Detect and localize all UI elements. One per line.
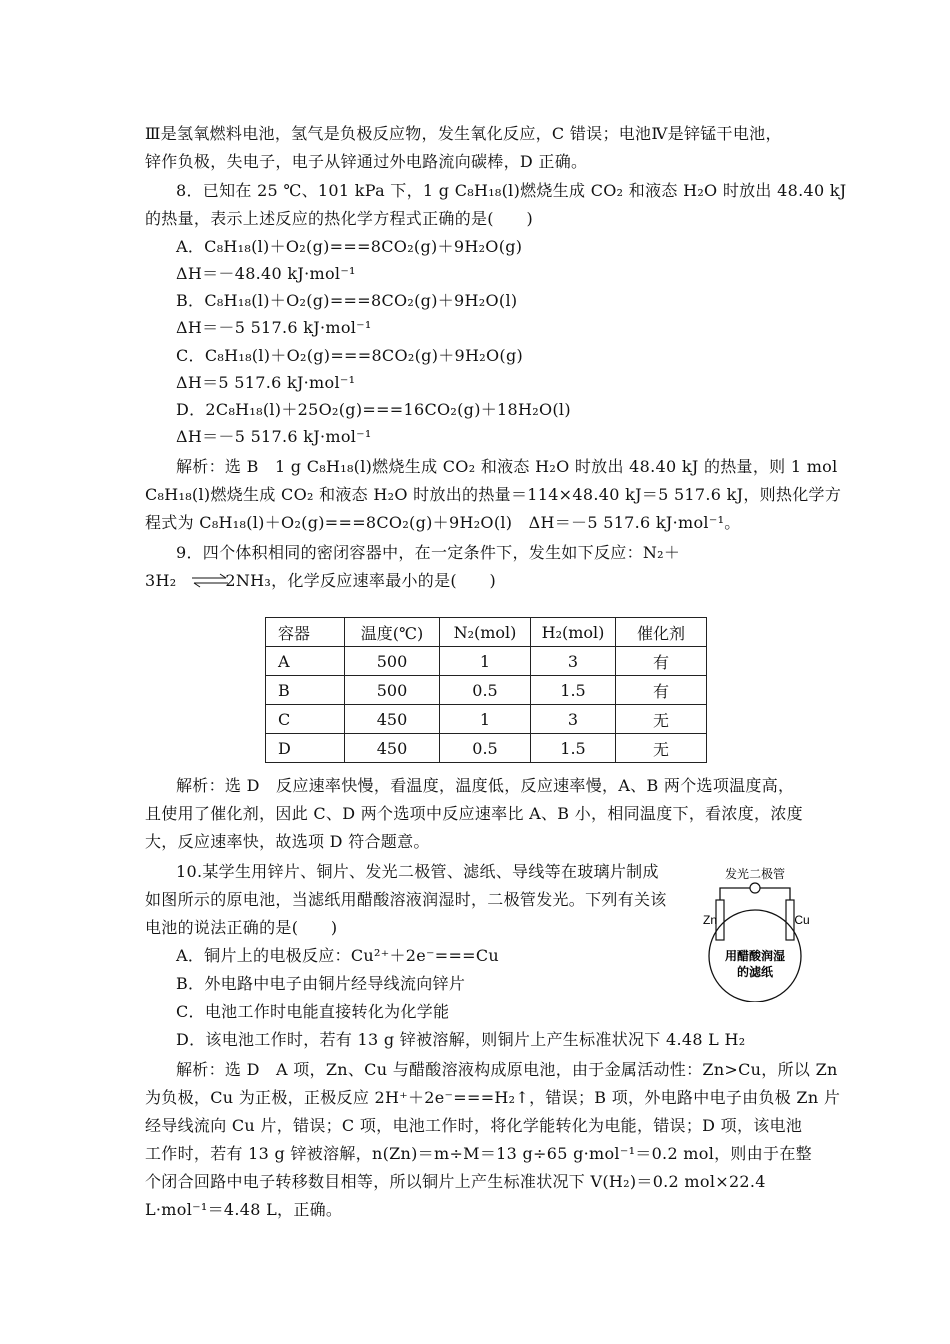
table-cell: B [266, 676, 345, 705]
reversible-arrow-icon [190, 570, 230, 590]
table-cell: 0.5 [440, 676, 531, 705]
table-cell: 有 [616, 647, 707, 676]
table-cell: 无 [616, 705, 707, 734]
question-8-stem: 的热量，表示上述反应的热化学方程式正确的是( ) [145, 209, 533, 228]
question-8-stem: 8．已知在 25 ℃、101 kPa 下，1 g C₈H₁₈(l)燃烧生成 CO₂ 和液态 H₂O 时放出 48.40 kJ [176, 181, 847, 200]
answer-10: 为负极，Cu 为正极，正极反应 2H⁺＋2e⁻===H₂↑，错误；B 项，外电路中电子由负极 Zn 片 [145, 1088, 841, 1107]
table-header: 催化剂 [616, 618, 707, 647]
table-cell: 有 [616, 676, 707, 705]
zinc-label: Zn [702, 913, 718, 927]
option-8a-equation: A．C₈H₁₈(l)＋O₂(g)===8CO₂(g)＋9H₂O(g) [176, 237, 523, 256]
option-8b-enthalpy: ΔH＝－5 517.6 kJ·mol⁻¹ [176, 318, 372, 337]
option-10b: B．外电路中电子由铜片经导线流向锌片 [176, 974, 466, 993]
option-8d-enthalpy: ΔH＝－5 517.6 kJ·mol⁻¹ [176, 427, 372, 446]
table-cell: 3 [531, 705, 616, 734]
zinc-electrode [716, 900, 724, 940]
table-header: N₂(mol) [440, 618, 531, 647]
table-row [266, 734, 707, 763]
option-8c-equation: C．C₈H₁₈(l)＋O₂(g)===8CO₂(g)＋9H₂O(g) [176, 346, 524, 365]
answer-8: 解析：选 B 1 g C₈H₁₈(l)燃烧生成 CO₂ 和液态 H₂O 时放出 48.40 kJ 的热量，则 1 mol [176, 457, 838, 476]
table-row [266, 676, 707, 705]
answer-10: 解析：选 D A 项，Zn、Cu 与醋酸溶液构成原电池，由于金属活动性：Zn>Cu，所以 Zn [176, 1060, 838, 1079]
galvanic-cell-diagram [700, 862, 810, 1002]
text-line: 锌作负极，失电子，电子从锌通过外电路流向碳棒，D 正确。 [145, 152, 588, 171]
text-line: Ⅲ是氢氧燃料电池，氢气是负极反应物，发生氧化反应，C 错误；电池Ⅳ是锌锰干电池， [145, 124, 782, 143]
question-10-stem: 10.某学生用锌片、铜片、发光二极管、滤纸、导线等在玻璃片制成 [176, 862, 659, 881]
option-8d-equation: D．2C₈H₁₈(l)＋25O₂(g)===16CO₂(g)＋18H₂O(l) [176, 400, 571, 419]
table-cell: 500 [345, 676, 440, 705]
answer-8: C₈H₁₈(l)燃烧生成 CO₂ 和液态 H₂O 时放出的热量＝114×48.40 kJ＝5 517.6 kJ，则热化学方 [145, 485, 842, 504]
option-10a: A．铜片上的电极反应：Cu²⁺＋2e⁻===Cu [176, 946, 500, 965]
galvanic-cell-figure [700, 862, 810, 1002]
figure-title: 发光二极管 [724, 867, 786, 881]
option-10d: D．该电池工作时，若有 13 g 锌被溶解，则铜片上产生标准状况下 4.48 L H₂ [176, 1030, 746, 1049]
option-8b-equation: B．C₈H₁₈(l)＋O₂(g)===8CO₂(g)＋9H₂O(l) [176, 291, 518, 310]
table-cell: 500 [345, 647, 440, 676]
question-10-stem: 如图所示的原电池，当滤纸用醋酸溶液润湿时，二极管发光。下列有关该 [145, 890, 667, 909]
answer-10: 工作时，若有 13 g 锌被溶解，n(Zn)＝m÷M＝13 g÷65 g·mol⁻¹＝0.2 mol，则由于在整 [145, 1144, 812, 1163]
option-8a-enthalpy: ΔH＝－48.40 kJ·mol⁻¹ [176, 264, 356, 283]
option-10c: C．电池工作时电能直接转化为化学能 [176, 1002, 450, 1021]
answer-10: 经导线流向 Cu 片，错误；C 项，电池工作时，将化学能转化为电能，错误；D 项，该电池 [145, 1116, 803, 1135]
table-cell: D [266, 734, 345, 763]
question-9-stem: 3H₂ 2NH₃，化学反应速率最小的是( ) [145, 571, 497, 590]
question-9-stem: 9．四个体积相同的密闭容器中，在一定条件下，发生如下反应：N₂＋ [176, 543, 681, 562]
led-icon [750, 883, 760, 893]
table-cell: 无 [616, 734, 707, 763]
option-8c-enthalpy: ΔH＝5 517.6 kJ·mol⁻¹ [176, 373, 356, 392]
table-row [266, 647, 707, 676]
table-cell: 450 [345, 705, 440, 734]
copper-electrode [786, 900, 794, 940]
table-cell: 1 [440, 647, 531, 676]
table-cell: 3 [531, 647, 616, 676]
question-10-stem: 电池的说法正确的是( ) [145, 918, 338, 937]
table-cell: 450 [345, 734, 440, 763]
filter-paper-label: 的滤纸 [736, 965, 774, 979]
table-header: 容器 [266, 618, 345, 647]
table-cell: 0.5 [440, 734, 531, 763]
copper-label: Cu [794, 913, 810, 927]
answer-10: L·mol⁻¹＝4.48 L，正确。 [145, 1200, 343, 1219]
table-header: 温度(℃) [345, 618, 440, 647]
answer-9: 大，反应速率快，故选项 D 符合题意。 [145, 832, 430, 851]
answer-10: 个闭合回路中电子转移数目相等，所以铜片上产生标准状况下 V(H₂)＝0.2 mol×22.4 [145, 1172, 766, 1191]
table-row [266, 705, 707, 734]
answer-9: 且使用了催化剂，因此 C、D 两个选项中反应速率比 A、B 小，相同温度下，看浓度，浓度 [145, 804, 803, 823]
table-cell: 1 [440, 705, 531, 734]
table-header-row [266, 618, 707, 647]
table-header: H₂(mol) [531, 618, 616, 647]
reaction-table [265, 617, 707, 763]
table-cell: C [266, 705, 345, 734]
table-cell: 1.5 [531, 676, 616, 705]
filter-paper-label: 用醋酸润湿 [724, 949, 786, 963]
answer-8: 程式为 C₈H₁₈(l)＋O₂(g)===8CO₂(g)＋9H₂O(l) ΔH＝－5 517.6 kJ·mol⁻¹。 [145, 513, 741, 532]
answer-9: 解析：选 D 反应速率快慢，看温度，温度低，反应速率慢，A、B 两个选项温度高， [176, 776, 795, 795]
table-cell: A [266, 647, 345, 676]
table-cell: 1.5 [531, 734, 616, 763]
